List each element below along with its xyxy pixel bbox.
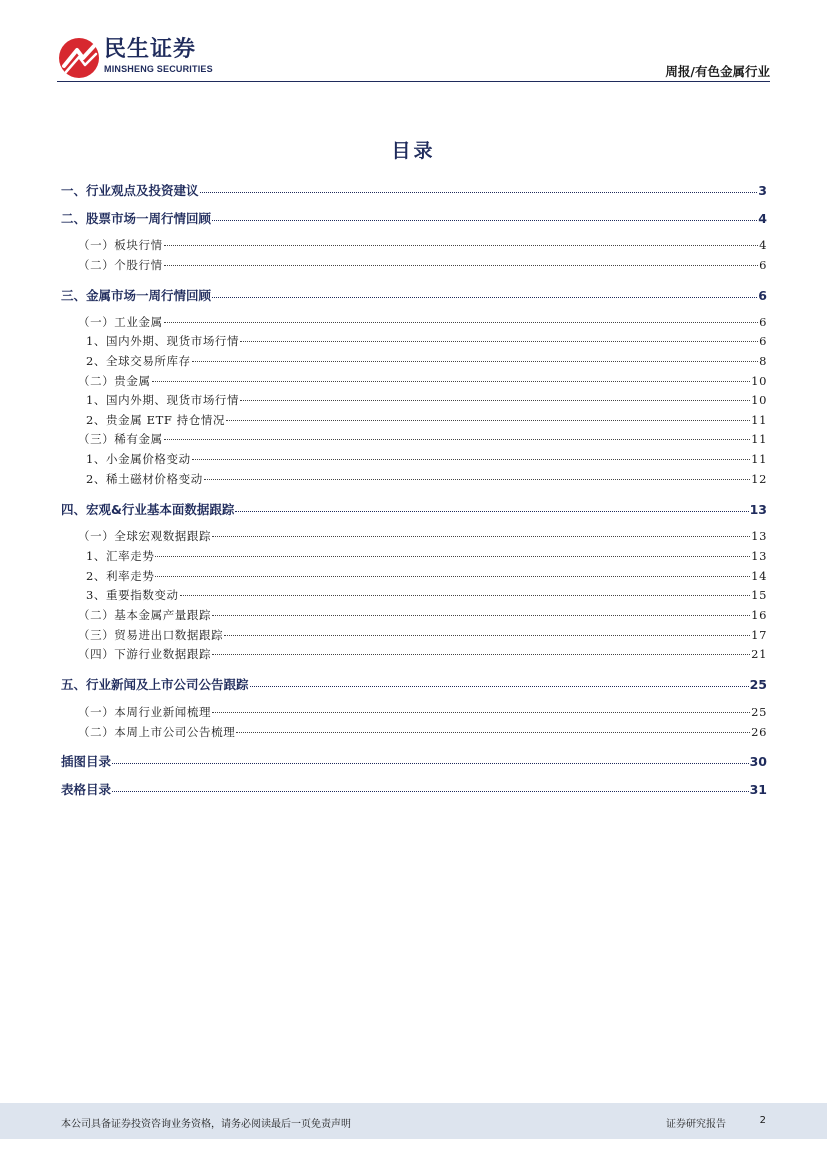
toc-leader-dots bbox=[152, 381, 751, 382]
toc-entry[interactable] bbox=[78, 314, 767, 330]
toc-entry-label: （二）贵金属 bbox=[78, 374, 151, 388]
toc-leader-dots bbox=[164, 265, 758, 266]
toc-entry-label: （一）全球宏观数据跟踪 bbox=[78, 529, 212, 543]
toc-entry[interactable] bbox=[78, 528, 767, 544]
toc-leader-dots bbox=[235, 511, 748, 512]
toc-entry[interactable] bbox=[61, 752, 767, 770]
toc-leader-dots bbox=[212, 712, 750, 713]
toc-entry-page: 30 bbox=[749, 754, 767, 769]
toc-entry[interactable] bbox=[86, 392, 767, 408]
toc-entry[interactable] bbox=[78, 257, 767, 273]
toc-entry-label: 三、金属市场一周行情回顾 bbox=[61, 288, 212, 303]
toc-entry-label: 1、国内外期、现货市场行情 bbox=[86, 393, 240, 407]
toc-leader-dots bbox=[250, 686, 749, 687]
toc-entry-page: 16 bbox=[751, 608, 767, 622]
toc-leader-dots bbox=[200, 192, 758, 193]
toc-entry[interactable] bbox=[78, 646, 767, 662]
toc-entry-page: 26 bbox=[751, 725, 767, 739]
toc-entry-label: 四、宏观&行业基本面数据跟踪 bbox=[61, 502, 235, 517]
toc-entry-label: （二）基本金属产量跟踪 bbox=[78, 608, 212, 622]
toc-leader-dots bbox=[226, 420, 750, 421]
toc-entry-label: （三）贸易进出口数据跟踪 bbox=[78, 628, 224, 642]
toc-leader-dots bbox=[240, 341, 758, 342]
toc-entry[interactable] bbox=[78, 704, 767, 720]
toc-entry-page: 25 bbox=[749, 677, 767, 692]
toc-entry-page: 12 bbox=[751, 472, 767, 486]
toc-entry-label: 2、稀土磁材价格变动 bbox=[86, 472, 203, 486]
toc-leader-dots bbox=[192, 459, 750, 460]
toc-leader-dots bbox=[212, 220, 757, 221]
toc-entry-page: 13 bbox=[749, 502, 767, 517]
toc-entry-label: 2、贵金属 ETF 持仓情况 bbox=[86, 413, 226, 427]
toc-entry-page: 15 bbox=[751, 588, 767, 602]
toc-leader-dots bbox=[164, 439, 750, 440]
toc-title: 目录 bbox=[391, 140, 436, 162]
toc-entry[interactable] bbox=[78, 627, 767, 643]
toc-entry-page: 6 bbox=[759, 334, 767, 348]
toc-entry[interactable] bbox=[78, 431, 767, 447]
logo-text-cn: 民生证券 bbox=[104, 37, 197, 62]
page-footer bbox=[0, 1103, 827, 1139]
toc-entry-page: 13 bbox=[751, 549, 767, 563]
page-header bbox=[0, 0, 827, 82]
toc-leader-dots bbox=[155, 576, 750, 577]
footer-disclaimer: 本公司具备证券投资咨询业务资格，请务必阅读最后一页免责声明 bbox=[61, 1119, 351, 1130]
toc-leader-dots bbox=[155, 556, 750, 557]
toc-entry[interactable] bbox=[86, 471, 767, 487]
toc-entry-page: 10 bbox=[751, 393, 767, 407]
toc-entry-page: 17 bbox=[751, 628, 767, 642]
page-number: 2 bbox=[759, 1115, 766, 1126]
toc-entry-page: 13 bbox=[751, 529, 767, 543]
toc-entry-label: 插图目录 bbox=[61, 754, 112, 769]
toc-entry-page: 31 bbox=[749, 782, 767, 797]
toc-entry-label: 3、重要指数变动 bbox=[86, 588, 179, 602]
toc-entry-label: （三）稀有金属 bbox=[78, 432, 163, 446]
toc-leader-dots bbox=[164, 322, 758, 323]
toc-entry-label: （四）下游行业数据跟踪 bbox=[78, 647, 212, 661]
toc-entry[interactable] bbox=[86, 587, 767, 603]
toc-entry[interactable] bbox=[61, 181, 767, 199]
footer-report-label: 证券研究报告 bbox=[666, 1119, 726, 1130]
minsheng-logo-icon bbox=[57, 36, 101, 80]
toc-entry-label: 五、行业新闻及上市公司公告跟踪 bbox=[61, 677, 249, 692]
toc-entry-label: 1、汇率走势 bbox=[86, 549, 155, 563]
toc-entry-page: 3 bbox=[758, 183, 767, 198]
toc-leader-dots bbox=[212, 654, 750, 655]
toc-entry-page: 4 bbox=[759, 238, 767, 252]
toc-entry[interactable] bbox=[61, 780, 767, 798]
toc-entry-page: 11 bbox=[751, 432, 767, 446]
toc-leader-dots bbox=[212, 297, 757, 298]
toc-entry[interactable] bbox=[61, 286, 767, 304]
toc-entry-label: 表格目录 bbox=[61, 782, 112, 797]
toc-leader-dots bbox=[112, 791, 749, 792]
header-divider bbox=[57, 81, 770, 82]
toc-entry[interactable] bbox=[86, 451, 767, 467]
toc-leader-dots bbox=[224, 635, 750, 636]
toc-entry-page: 11 bbox=[751, 413, 767, 427]
toc-entry-page: 6 bbox=[759, 258, 767, 272]
toc-entry-page: 8 bbox=[759, 354, 767, 368]
toc-leader-dots bbox=[164, 245, 758, 246]
toc-entry-label: （一）工业金属 bbox=[78, 315, 163, 329]
toc-entry[interactable] bbox=[86, 412, 767, 428]
toc-entry[interactable] bbox=[78, 237, 767, 253]
logo-text-en: MINSHENG SECURITIES bbox=[104, 64, 213, 74]
toc-entry[interactable] bbox=[86, 333, 767, 349]
toc-entry[interactable] bbox=[78, 724, 767, 740]
toc-entry-label: （一）本周行业新闻梳理 bbox=[78, 705, 212, 719]
toc-entry-page: 11 bbox=[751, 452, 767, 466]
toc-leader-dots bbox=[236, 732, 750, 733]
toc-entry-page: 4 bbox=[758, 211, 767, 226]
toc-leader-dots bbox=[180, 595, 751, 596]
toc-entry-page: 21 bbox=[751, 647, 767, 661]
toc-entry[interactable] bbox=[78, 607, 767, 623]
toc-entry-page: 6 bbox=[758, 288, 767, 303]
toc-entry-label: （二）个股行情 bbox=[78, 258, 163, 272]
toc-entry-label: 2、全球交易所库存 bbox=[86, 354, 191, 368]
toc-entry[interactable] bbox=[78, 373, 767, 389]
toc-entry-label: 1、小金属价格变动 bbox=[86, 452, 191, 466]
toc-leader-dots bbox=[240, 400, 750, 401]
toc-entry[interactable] bbox=[61, 209, 767, 227]
toc-entry-label: 2、利率走势 bbox=[86, 569, 155, 583]
toc-leader-dots bbox=[192, 361, 758, 362]
toc-entry-page: 25 bbox=[751, 705, 767, 719]
toc-entry-label: 二、股票市场一周行情回顾 bbox=[61, 211, 212, 226]
toc-entry[interactable] bbox=[86, 353, 767, 369]
toc-entry[interactable] bbox=[61, 675, 767, 693]
report-type: 周报/有色金属行业 bbox=[665, 64, 770, 79]
toc-entry-label: 1、国内外期、现货市场行情 bbox=[86, 334, 240, 348]
toc-entry[interactable] bbox=[86, 568, 767, 584]
toc-leader-dots bbox=[204, 479, 750, 480]
toc-leader-dots bbox=[212, 615, 750, 616]
toc-entry-page: 14 bbox=[751, 569, 767, 583]
toc-entry-label: （二）本周上市公司公告梳理 bbox=[78, 725, 236, 739]
toc-entry-label: 一、行业观点及投资建议 bbox=[61, 183, 199, 198]
toc-leader-dots bbox=[112, 763, 749, 764]
toc-entry[interactable] bbox=[61, 500, 767, 518]
toc-leader-dots bbox=[212, 536, 750, 537]
toc-entry[interactable] bbox=[86, 548, 767, 564]
toc-entry-page: 6 bbox=[759, 315, 767, 329]
toc-entry-page: 10 bbox=[751, 374, 767, 388]
toc-entry-label: （一）板块行情 bbox=[78, 238, 163, 252]
